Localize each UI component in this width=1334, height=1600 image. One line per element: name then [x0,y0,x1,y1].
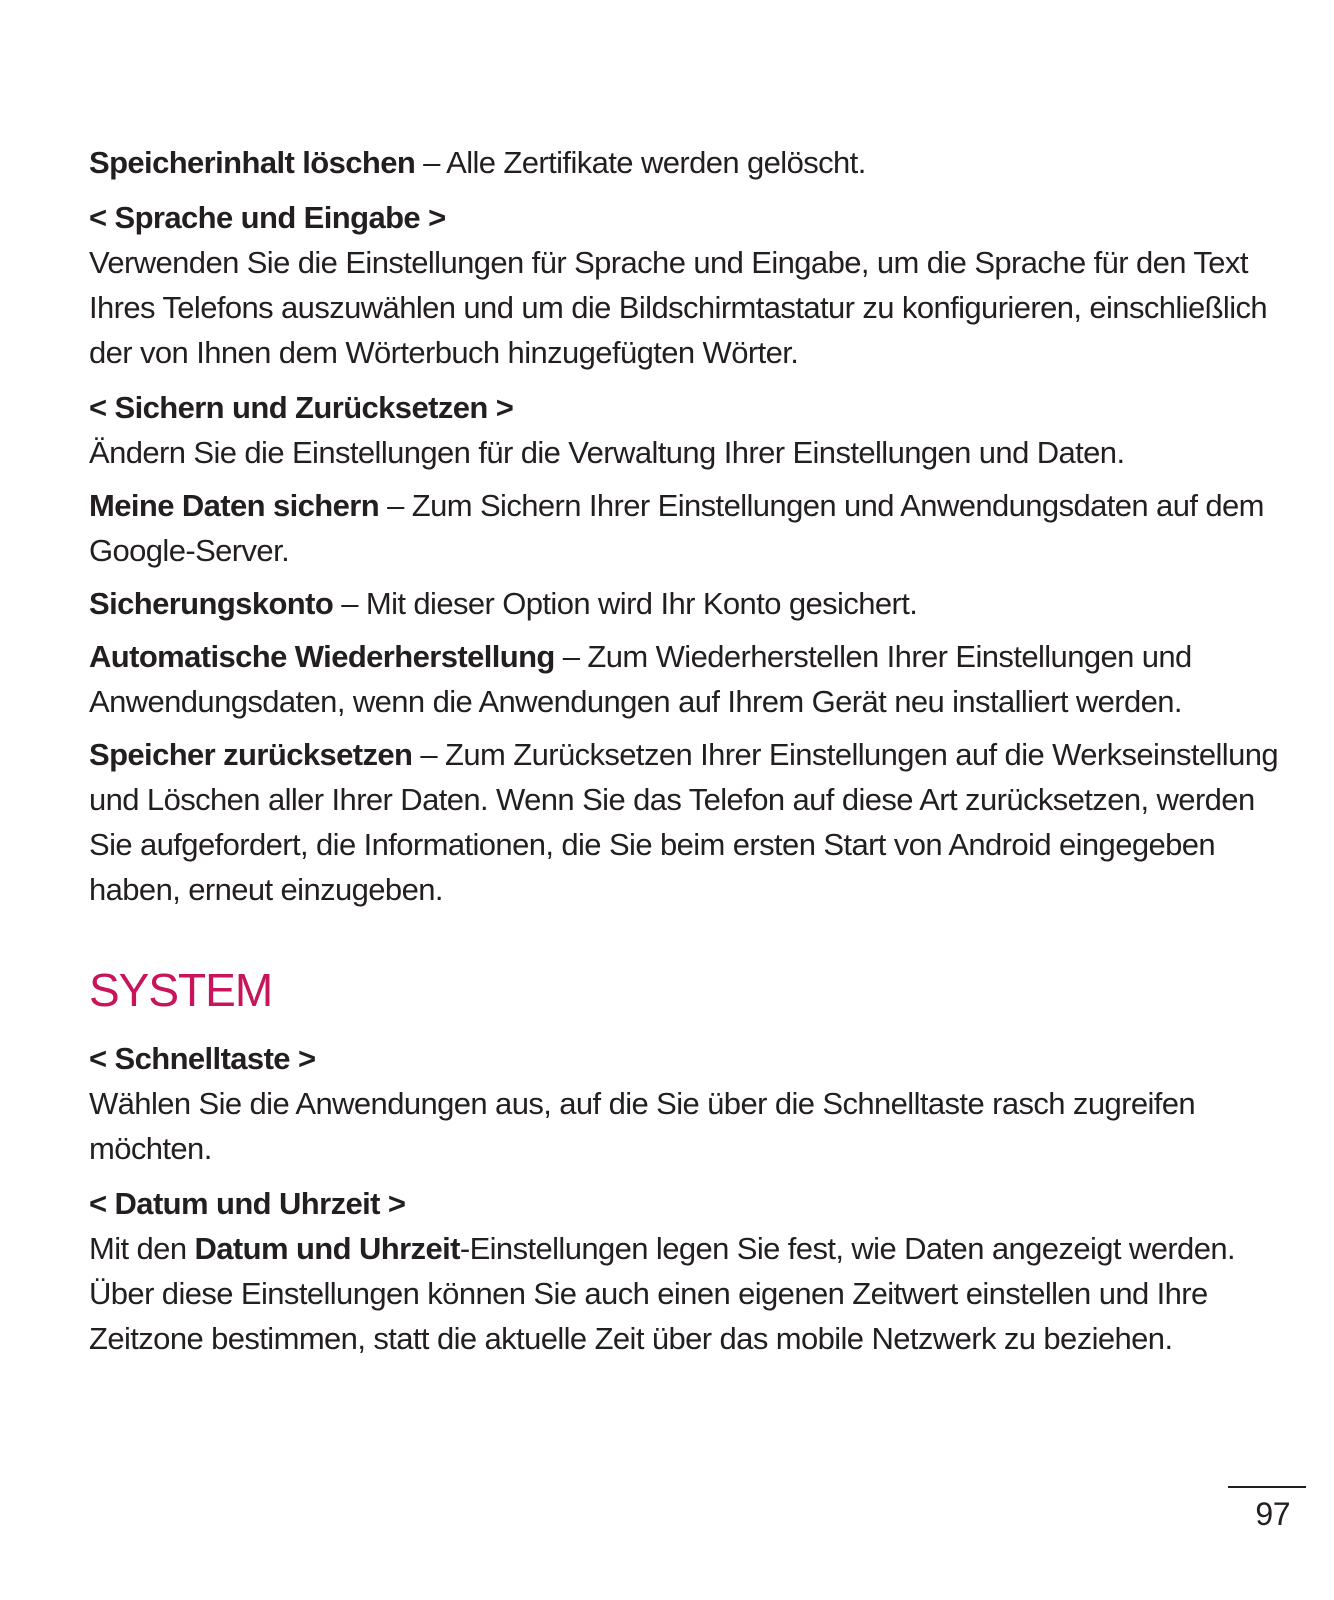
system-section-title: SYSTEM [89,964,273,1016]
meine-daten-term: Meine Daten sichern [89,488,380,523]
sichern-heading-text: < Sichern und Zurücksetzen > [89,390,514,425]
automatische-paragraph [89,634,1289,724]
datum-prefix: Mit den [89,1231,195,1266]
speicherinhalt-paragraph [89,140,1289,185]
sprache-paragraph: Verwenden Sie die Einstellungen für Sprache und Eingabe, um die Sprache für den Text Ihres Telefons auszuwählen und um die Bildschirmtastatur zu konfigurieren, einschließlich der von Ihnen dem Wörterbuch hinzugefügten Wörter. [89,245,1268,370]
schnelltaste-heading [89,1036,1289,1081]
datum-term: Datum und Uhrzeit [194,1231,460,1266]
datum-paragraph [89,1226,1289,1361]
speicher-zuruecksetzen-term: Speicher zurücksetzen [89,737,413,772]
sichern-heading [89,385,1289,430]
automatische-term: Automatische Wiederherstellung [89,639,555,674]
sicherungskonto-text: – Mit dieser Option wird Ihr Konto gesichert. [333,586,918,621]
meine-daten-text: – Zum Sichern Ihrer Einstellungen und Anwendungsdaten auf dem Google-Server. [89,488,1264,568]
schnelltaste-paragraph: Wählen Sie die Anwendungen aus, auf die Sie über die Schnelltaste rasch zugreifen möchten. [89,1086,1196,1166]
page-number: 97 [1255,1496,1290,1532]
sprache-heading [89,195,1289,240]
sprache-heading-text: < Sprache und Eingabe > [89,200,446,235]
speicherinhalt-term: Speicherinhalt löschen [89,145,416,180]
datum-heading-text: < Datum und Uhrzeit > [89,1186,406,1221]
automatische-text: – Zum Wiederherstellen Ihrer Einstellungen und Anwendungsdaten, wenn die Anwendungen auf Ihrem Gerät neu installiert werden. [89,639,1192,719]
sicherungskonto-paragraph [89,581,1289,626]
speicherinhalt-text: – Alle Zertifikate werden gelöscht. [415,145,866,180]
meine-daten-paragraph [89,483,1289,573]
datum-suffix: -Einstellungen legen Sie fest, wie Daten angezeigt werden. Über diese Einstellungen können Sie auch einen eigenen Zeitwert einstellen und Ihre Zeitzone bestimmen, statt die aktuelle Zeit über das mobile Netzwerk zu beziehen. [89,1231,1235,1356]
sicherungskonto-term: Sicherungskonto [89,586,334,621]
document-body [89,140,1289,1361]
speicher-zuruecksetzen-text: – Zum Zurücksetzen Ihrer Einstellungen auf die Werkseinstellung und Löschen aller Ihrer Daten. Wenn Sie das Telefon auf diese Art zurücksetzen, werden Sie aufgefordert, die Informationen, die Sie beim ersten Start von Android eingegeben haben, erneut einzugeben. [89,737,1279,907]
datum-heading [89,1181,1289,1226]
page-footer [1228,1486,1306,1534]
schnelltaste-heading-text: < Schnelltaste > [89,1041,316,1076]
sichern-paragraph: Ändern Sie die Einstellungen für die Verwaltung Ihrer Einstellungen und Daten. [89,435,1125,470]
speicher-zuruecksetzen-paragraph [89,732,1289,912]
